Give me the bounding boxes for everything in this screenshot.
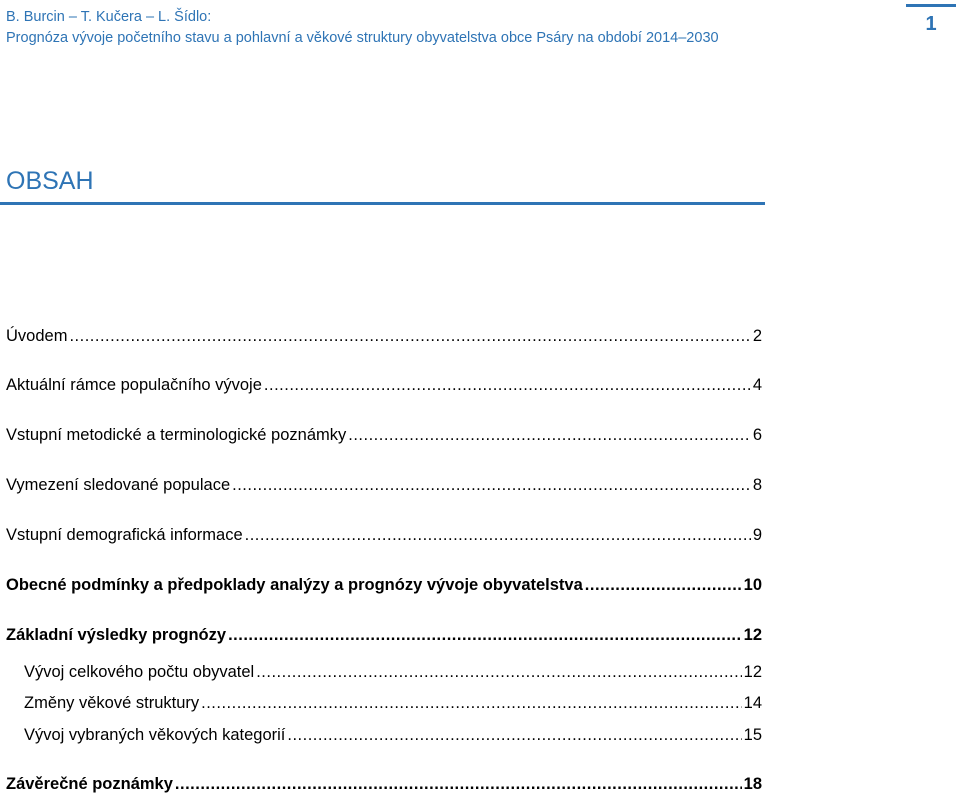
toc-subentry-celkovy-pocet[interactable]	[24, 661, 762, 683]
toc-dot-leader	[69, 325, 750, 347]
toc-entry-label: Závěrečné poznámky	[6, 775, 173, 793]
toc-dot-leader	[232, 474, 751, 496]
toc-entry-obecne-podminky[interactable]	[6, 574, 762, 596]
toc-entry-label: Změny věkové struktury	[24, 694, 200, 712]
toc-entry-label: Vývoj vybraných věkových kategorií	[24, 726, 286, 744]
toc-entry-page: 2	[752, 327, 762, 345]
toc-dot-leader	[256, 661, 741, 683]
toc-dot-leader	[287, 724, 741, 746]
toc-entry-label: Základní výsledky prognózy	[6, 626, 227, 644]
toc-entry-page: 14	[743, 694, 762, 712]
toc-entry-page: 15	[743, 726, 762, 744]
toc-entry-uvodem[interactable]	[6, 325, 762, 347]
toc-entry-label: Vývoj celkového počtu obyvatel	[24, 663, 255, 681]
toc-entry-zaverecne-poznamky[interactable]	[6, 773, 762, 795]
toc-entry-page: 6	[752, 426, 762, 444]
toc-dot-leader	[175, 773, 742, 795]
toc-entry-page: 8	[752, 476, 762, 494]
toc-entry-label: Vymezení sledované populace	[6, 476, 231, 494]
toc-entry-page: 9	[752, 526, 762, 544]
toc-dot-leader	[585, 574, 742, 596]
toc-entry-page: 12	[743, 626, 762, 644]
page-number: 1	[906, 4, 956, 36]
header-document-title: Prognóza vývoje početního stavu a pohlavní a věkové struktury obyvatelstva obce Psáry na období 2014–2030	[6, 30, 719, 46]
toc-subentry-vekova-struktura[interactable]	[24, 692, 762, 714]
toc-entry-page: 4	[752, 376, 762, 394]
toc-entry-page: 10	[743, 576, 762, 594]
toc-entry-aktualni-ramce[interactable]	[6, 374, 762, 396]
toc-entry-page: 12	[743, 663, 762, 681]
toc-subentry-vekove-kategorie[interactable]	[24, 724, 762, 746]
toc-entry-label: Vstupní demografická informace	[6, 526, 243, 544]
contents-title: OBSAH	[6, 167, 94, 195]
toc-entry-vymezeni-populace[interactable]	[6, 474, 762, 496]
toc-dot-leader	[228, 624, 742, 646]
toc-dot-leader	[348, 424, 751, 446]
toc-dot-leader	[201, 692, 742, 714]
toc-entry-page: 18	[743, 775, 762, 793]
toc-dot-leader	[245, 524, 751, 546]
toc-dot-leader	[264, 374, 751, 396]
toc-entry-label: Úvodem	[6, 327, 68, 345]
toc-entry-label: Aktuální rámce populačního vývoje	[6, 376, 262, 394]
header-authors: B. Burcin – T. Kučera – L. Šídlo:	[6, 9, 212, 25]
toc-entry-zakladni-vysledky[interactable]	[6, 624, 762, 646]
toc-entry-metodicke-poznamky[interactable]	[6, 424, 762, 446]
toc-entry-demograficka-informace[interactable]	[6, 524, 762, 546]
toc-entry-label: Vstupní metodické a terminologické poznámky	[6, 426, 347, 444]
toc-entry-label: Obecné podmínky a předpoklady analýzy a prognózy vývoje obyvatelstva	[6, 576, 583, 594]
